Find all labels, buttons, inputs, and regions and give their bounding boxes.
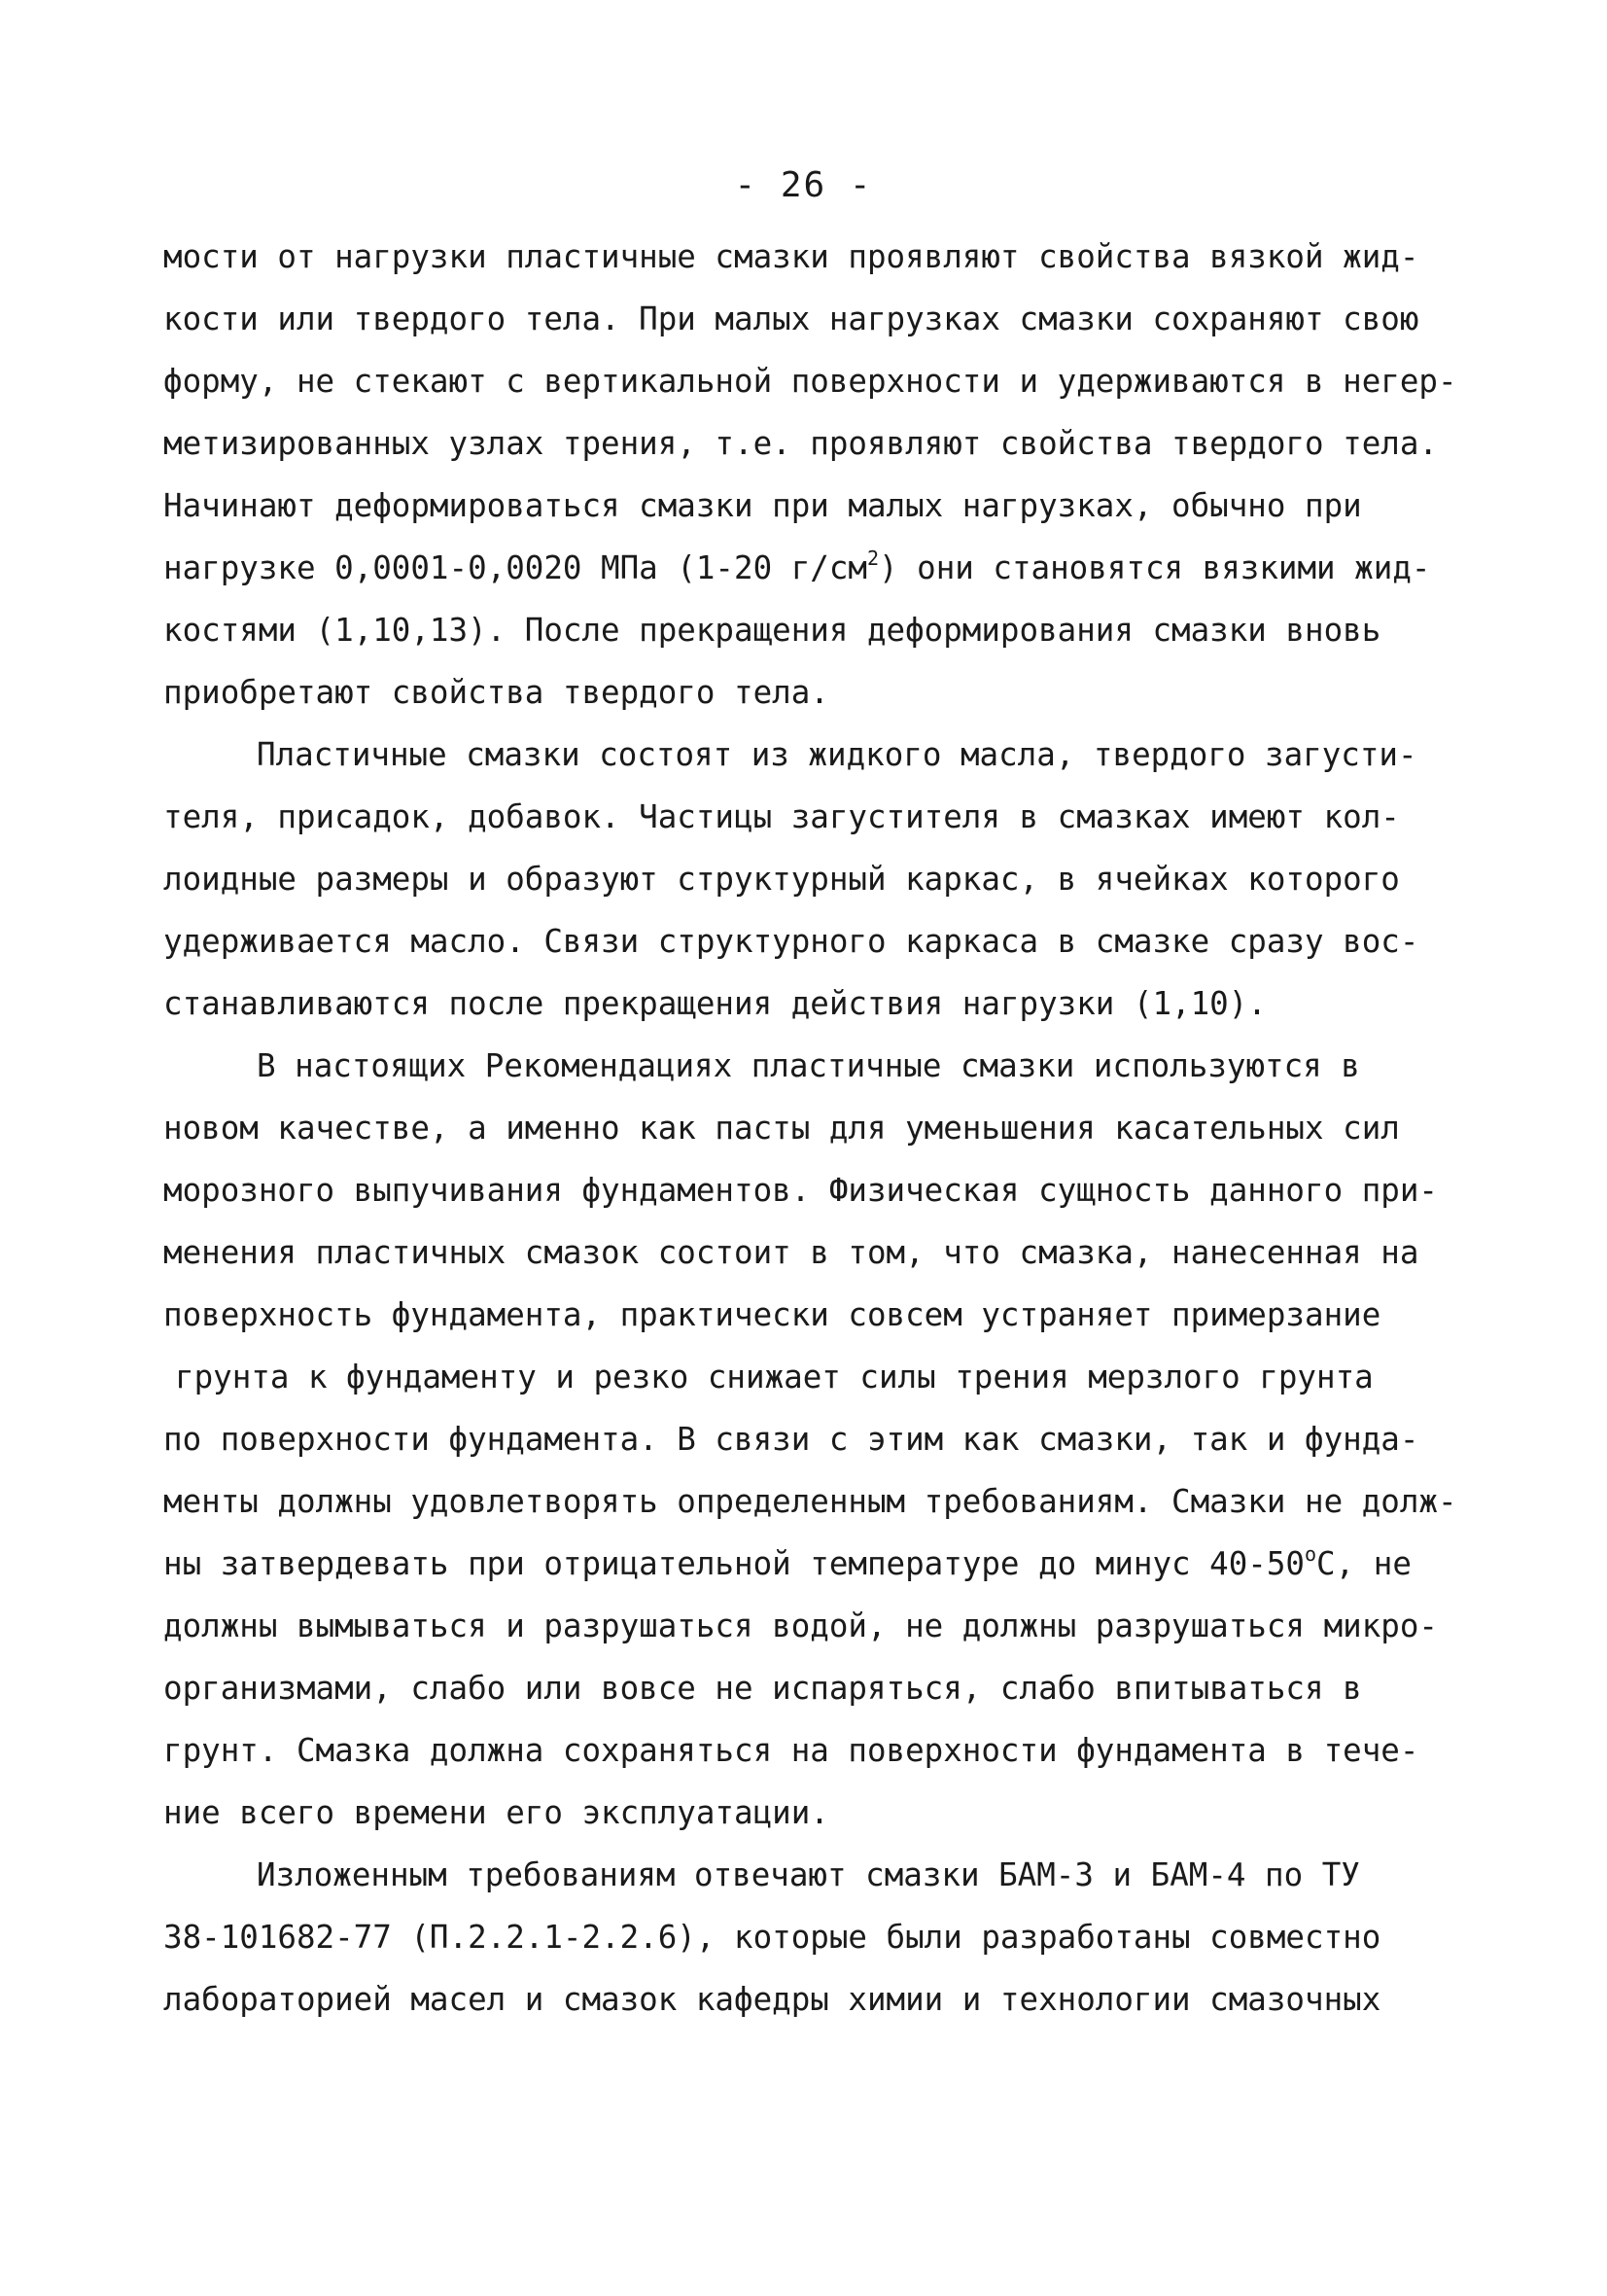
- body-text: [163, 226, 1457, 2031]
- page-number: - 26 -: [734, 165, 873, 205]
- text-line: грунт. Смазка должна сохраняться на поверхности фундамента в тече-: [163, 1732, 1419, 1769]
- text-line: поверхность фундамента, практически совсем устраняет примерзание: [163, 1296, 1381, 1333]
- paragraph-first-line: Пластичные смазки состоят из жидкого масла, твердого загусти-: [257, 736, 1417, 773]
- text-line: теля, присадок, добавок. Частицы загустителя в смазках имеют кол-: [163, 798, 1400, 835]
- text-line: приобретают свойства твердого тела.: [163, 674, 829, 711]
- text-line: Начинают деформироваться смазки при малых нагрузках, обычно при: [163, 487, 1362, 524]
- text-line: новом качестве, а именно как пасты для уменьшения касательных сил: [163, 1110, 1400, 1147]
- text-line: морозного выпучивания фундаментов. Физическая сущность данного при-: [163, 1172, 1438, 1209]
- text-line: лоидные размеры и образуют структурный каркас, в ячейках которого: [163, 861, 1400, 898]
- text-line: организмами, слабо или вовсе не испаряться, слабо впитываться в: [163, 1670, 1362, 1707]
- text-line: лабораторией масел и смазок кафедры химии и технологии смазочных: [163, 1981, 1381, 2018]
- text-line: менты должны удовлетворять определенным требованиям. Смазки не долж-: [163, 1483, 1457, 1520]
- text-line: по поверхности фундамента. В связи с этим как смазки, так и фунда-: [163, 1421, 1419, 1458]
- text-line: менения пластичных смазок состоит в том, что смазка, нанесенная на: [163, 1234, 1419, 1271]
- text-segment: С, не: [1316, 1545, 1412, 1582]
- text-line-with-superscript: [163, 537, 1431, 599]
- superscript: 2: [866, 547, 880, 570]
- text-segment: нагрузке 0,0001-0,0020 МПа (1-20 г/см: [163, 549, 867, 586]
- text-line: форму, не стекают с вертикальной поверхности и удерживаются в негер-: [163, 363, 1457, 400]
- paragraph-first-line: В настоящих Рекомендациях пластичные смазки используются в: [257, 1047, 1360, 1084]
- text-line: метизированных узлах трения, т.е. проявляют свойства твердого тела.: [163, 425, 1438, 462]
- text-segment: ны затвердевать при отрицательной температуре до минус 40-50: [163, 1545, 1305, 1582]
- text-line: грунта к фундаменту и резко снижает силы трения мерзлого грунта: [175, 1359, 1374, 1395]
- text-line: мости от нагрузки пластичные смазки проявляют свойства вязкой жид-: [163, 238, 1419, 275]
- paragraph-first-line: Изложенным требованиям отвечают смазки БАМ-3 и БАМ-4 по ТУ: [257, 1856, 1360, 1893]
- text-line: должны вымываться и разрушаться водой, не должны разрушаться микро-: [163, 1607, 1438, 1644]
- text-line: костями (1,10,13). После прекращения деформирования смазки вновь: [163, 612, 1381, 649]
- text-line: 38-101682-77 (П.2.2.1-2.2.6), которые были разработаны совместно: [163, 1919, 1381, 1956]
- text-line: станавливаются после прекращения действия нагрузки (1,10).: [163, 985, 1267, 1022]
- superscript: о: [1305, 1542, 1317, 1566]
- text-line: удерживается масло. Связи структурного каркаса в смазке сразу вос-: [163, 923, 1419, 960]
- text-segment: ) они становятся вязкими жид-: [879, 549, 1431, 586]
- text-line: ние всего времени его эксплуатации.: [163, 1794, 829, 1831]
- text-line: кости или твердого тела. При малых нагрузках смазки сохраняют свою: [163, 300, 1419, 337]
- text-line-with-superscript: [163, 1533, 1427, 1595]
